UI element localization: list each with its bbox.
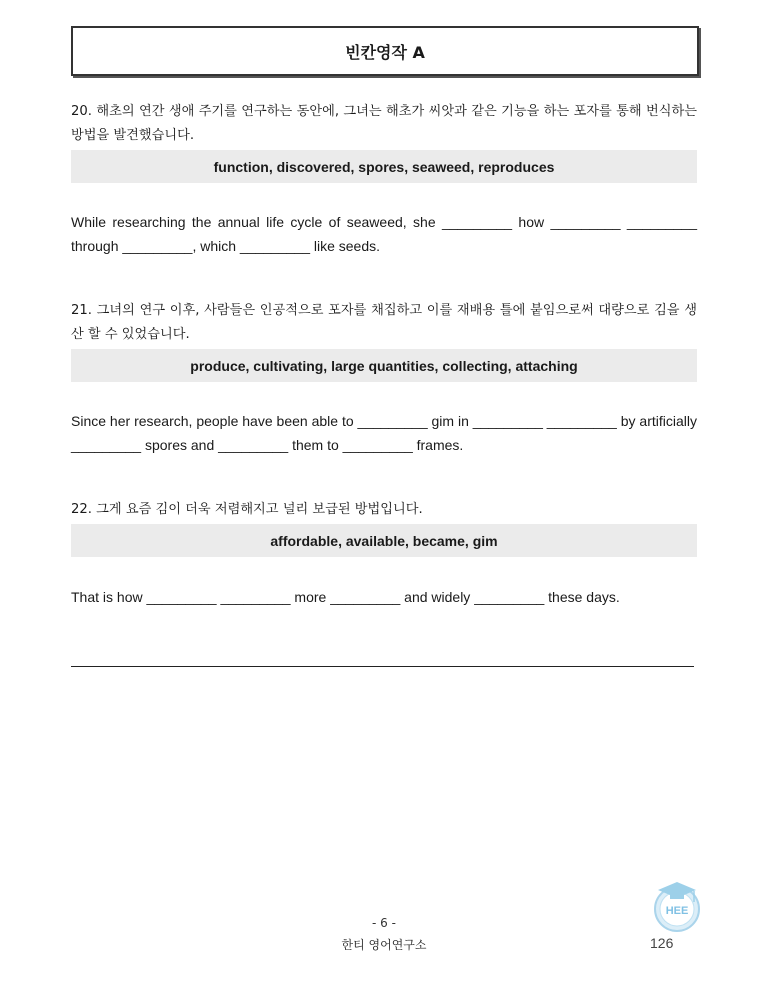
- question-21-word-bank: produce, cultivating, large quantities, collecting, attaching: [71, 349, 697, 382]
- page-marker: - 6 -: [372, 916, 396, 930]
- question-22-korean: 22. 그게 요즘 김이 더욱 저렴해지고 널리 보급된 방법입니다.: [71, 502, 423, 517]
- question-21-english: Since her research, people have been able to _________ gim in _________ _________ by artificially _________ spores and _________ them to _________ frames.: [71, 413, 697, 453]
- question-20-word-bank: function, discovered, spores, seaweed, reproduces: [71, 150, 697, 183]
- question-20-english: While researching the annual life cycle of seaweed, she _________ how _________ _________ through _________, which _________ like seeds.: [71, 214, 697, 254]
- page-number: 126: [650, 935, 674, 951]
- question-22-word-bank: affordable, available, became, gim: [71, 524, 697, 557]
- organization-name: 한티 영어연구소: [341, 938, 427, 952]
- question-20-korean: 20. 해초의 연간 생애 주기를 연구하는 동안에, 그녀는 해초가 씨앗과 같은 기능을 하는 포자를 통해 번식하는 방법을 발견했습니다.: [71, 104, 697, 143]
- question-22-english: That is how _________ _________ more _________ and widely _________ these days.: [71, 589, 620, 605]
- logo-text: HEE: [665, 905, 689, 917]
- question-21-korean: 21. 그녀의 연구 이후, 사람들은 인공적으로 포자를 채집하고 이를 재배용 틀에 붙임으로써 대량으로 김을 생산 할 수 있었습니다.: [71, 303, 697, 342]
- section-divider: [71, 666, 694, 667]
- page-title: 빈칸영작 A: [71, 26, 699, 76]
